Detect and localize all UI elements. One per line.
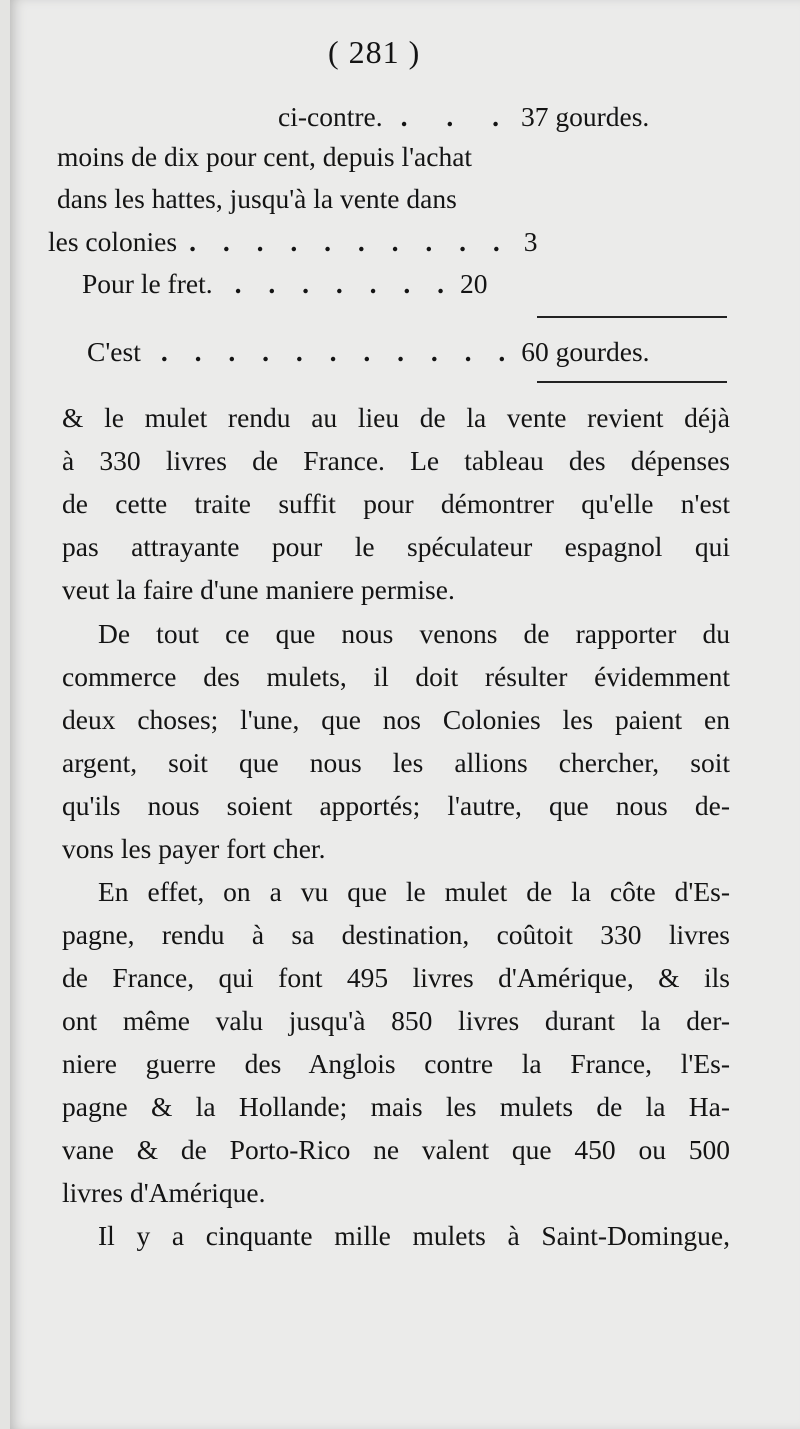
- ledger-desc-line-2: dans les hattes, jusqu'à la vente dans: [57, 183, 457, 214]
- paragraph-2-line-1: De tout ce que nous venons de rapporter du: [98, 618, 730, 649]
- paragraph-4-line-1: Il y a cinquante mille mulets à Saint-Domingue,: [98, 1220, 730, 1251]
- ledger-total-label: C'est: [87, 336, 141, 367]
- ledger-colonies-amount: 3: [523, 226, 538, 257]
- ledger-colonies-label: les colonies: [48, 226, 178, 257]
- paragraph-3-line-7: vane & de Porto-Rico ne valent que 450 ou 500: [62, 1134, 730, 1165]
- paragraph-3-line-2: pagne, rendu à sa destination, coûtoit 330 livres: [62, 919, 730, 950]
- sum-rule-bottom: [537, 381, 727, 383]
- leader-dots: . . . . . . . . . .: [189, 226, 510, 257]
- leader-dots: . . .: [400, 101, 515, 132]
- paragraph-3-line-8: livres d'Amérique.: [62, 1177, 266, 1208]
- ledger-fret-row: [82, 270, 487, 298]
- ledger-fret-amount: 20: [459, 268, 488, 299]
- paragraph-3-line-4: ont même valu jusqu'à 850 livres durant la der-: [62, 1005, 730, 1036]
- paragraph-1-line-2: à 330 livres de France. Le tableau des dépenses: [62, 445, 730, 476]
- ledger-colonies-row: [48, 228, 537, 256]
- paragraph-2-line-4: argent, soit que nous les allions chercher, soit: [62, 747, 730, 778]
- paragraph-3-line-3: de France, qui font 495 livres d'Amérique, & ils: [62, 962, 730, 993]
- ledger-continued-label: ci-contre.: [278, 101, 383, 132]
- page-number: ( 281 ): [328, 34, 421, 70]
- leader-dots: . . . . . . . . . . .: [160, 336, 516, 367]
- paragraph-1-line-3: de cette traite suffit pour démontrer qu'elle n'est: [62, 488, 730, 519]
- paragraph-2-line-2: commerce des mulets, il doit résulter évidemment: [62, 661, 730, 692]
- paragraph-2-line-5: qu'ils nous soient apportés; l'autre, que nous de-: [62, 790, 730, 821]
- paragraph-1-line-4: pas attrayante pour le spéculateur espagnol qui: [62, 531, 730, 562]
- paragraph-3-line-6: pagne & la Hollande; mais les mulets de la Ha-: [62, 1091, 730, 1122]
- ledger-fret-label: Pour le fret.: [82, 268, 213, 299]
- paragraph-2-line-3: deux choses; l'une, que nos Colonies les paient en: [62, 704, 730, 735]
- paragraph-3-line-1: En effet, on a vu que le mulet de la côte d'Es-: [98, 876, 730, 907]
- ledger-continued-amount: 37 gourdes.: [520, 101, 650, 132]
- ledger-continued-row: [278, 103, 649, 131]
- book-page: [10, 0, 800, 1429]
- paragraph-1-line-5: veut la faire d'une maniere permise.: [62, 574, 455, 605]
- paragraph-3-line-5: niere guerre des Anglois contre la France, l'Es-: [62, 1048, 730, 1079]
- leader-dots: . . . . . . .: [234, 268, 454, 299]
- paragraph-2-line-6: vons les payer fort cher.: [62, 833, 326, 864]
- sum-rule-top: [537, 316, 727, 318]
- paragraph-1-line-1: & le mulet rendu au lieu de la vente revient déjà: [62, 402, 730, 433]
- ledger-total-amount: 60 gourdes.: [521, 336, 650, 367]
- ledger-desc-line-1: moins de dix pour cent, depuis l'achat: [57, 141, 473, 172]
- ledger-total-row: [87, 338, 650, 366]
